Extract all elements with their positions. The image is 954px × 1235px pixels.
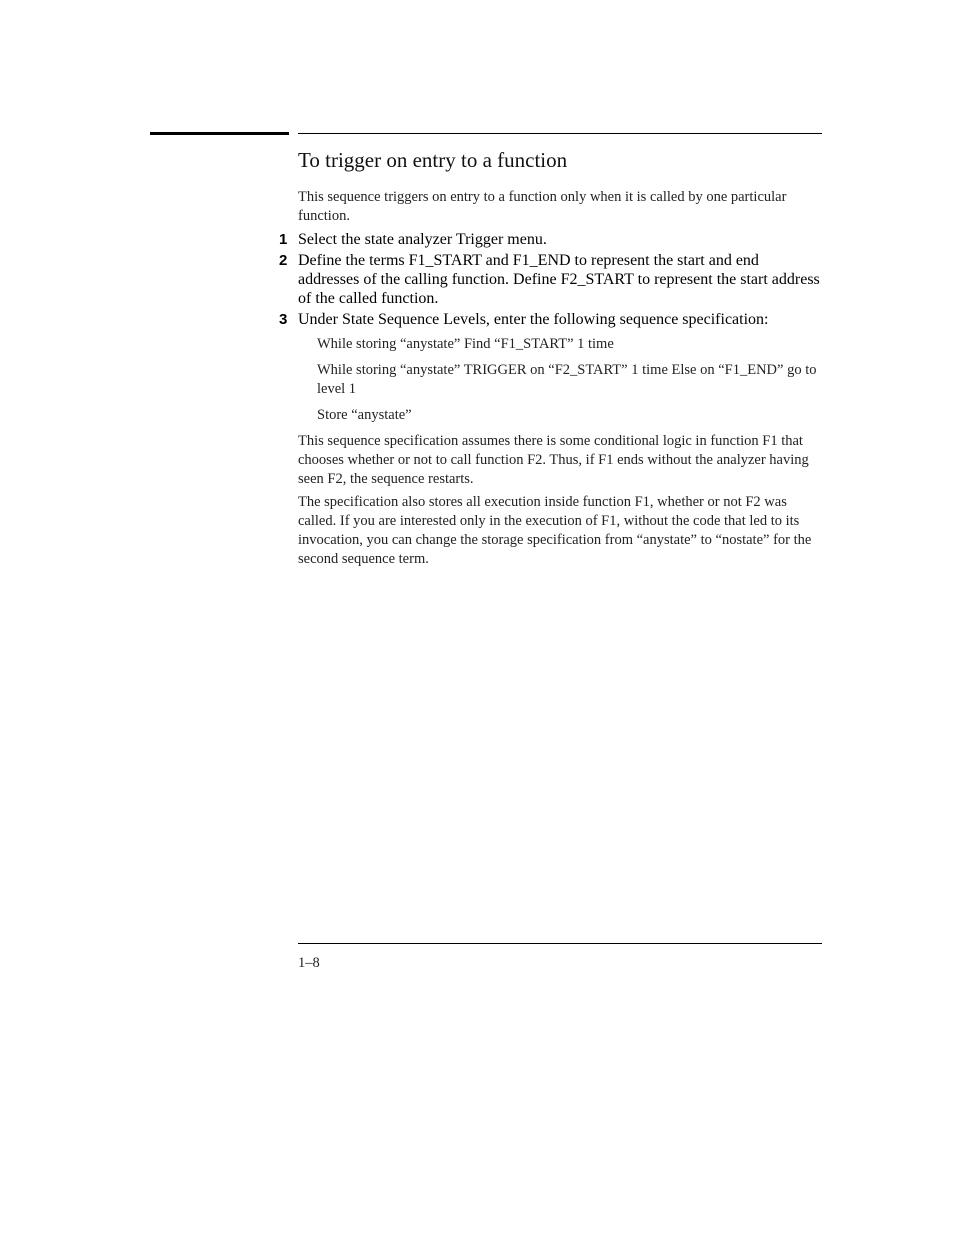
section-rule-top: [298, 133, 822, 134]
step-3: [279, 310, 823, 329]
step-number: 2: [279, 252, 288, 269]
step-2: [279, 251, 823, 308]
step-number: 1: [279, 231, 288, 248]
section-content: [279, 188, 823, 573]
sequence-line-2: While storing “anystate” TRIGGER on “F2_START” 1 time Else on “F1_END” go to level 1: [317, 362, 817, 397]
explanation-paragraph-2: The specification also stores all execution inside function F1, whether or not F2 was called. If you are interested only in the execution of F1, without the code that led to its invocation, you can change the storage specification from “anystate” to “nostate” for the second sequence term.: [298, 494, 812, 567]
step-text: Under State Sequence Levels, enter the following sequence specification:: [298, 311, 769, 328]
sequence-specification: [317, 335, 823, 425]
footer-rule: [298, 943, 822, 944]
step-text: Select the state analyzer Trigger menu.: [298, 231, 547, 248]
step-1: [279, 230, 823, 249]
intro-paragraph: This sequence triggers on entry to a function only when it is called by one particular function.: [298, 189, 787, 224]
step-text: Define the terms F1_START and F1_END to represent the start and end addresses of the calling function. Define F2_START to represent the start address of the called function.: [298, 252, 820, 307]
sequence-line-1: While storing “anystate” Find “F1_START” 1 time: [317, 336, 614, 352]
section-rule-thick: [150, 132, 289, 135]
explanation-paragraph-1: This sequence specification assumes there is some conditional logic in function F1 that chooses whether or not to call function F2. Thus, if F1 ends without the analyzer having seen F2, the sequence restarts.: [298, 433, 809, 487]
section-heading: To trigger on entry to a function: [298, 148, 568, 172]
step-number: 3: [279, 311, 288, 328]
sequence-line-3: Store “anystate”: [317, 407, 412, 423]
page-number: 1–8: [298, 955, 320, 971]
